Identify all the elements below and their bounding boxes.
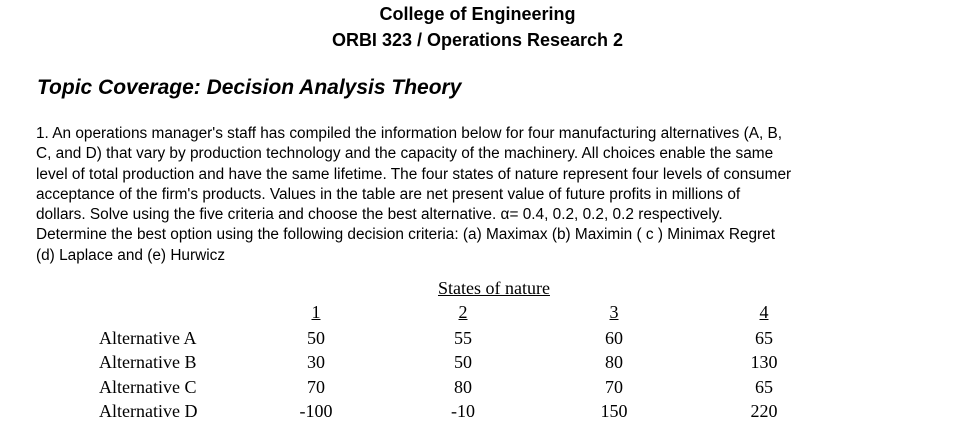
problem-line: acceptance of the firm's products. Values in the table are net present value of future profits in millions of [36,185,741,203]
payoff-cell: 30 [307,352,325,372]
payoff-cell: 70 [605,377,623,397]
state-column-header: 3 [609,302,619,322]
problem-line: level of total production and have the same lifetime. The four states of nature represent four levels of consumer [36,165,792,183]
problem-line: (d) Laplace and (e) Hurwicz [36,246,226,264]
alternative-label: Alternative C [99,377,197,397]
problem-statement [36,124,926,266]
problem-line: 1. An operations manager's staff has compiled the information below for four manufacturing alternatives (A, B, [36,125,783,142]
payoff-cell: 50 [454,352,472,372]
payoff-cell: 55 [454,328,472,348]
alternative-label: Alternative D [99,401,198,421]
state-column-header: 1 [311,302,321,322]
topic-heading: Topic Coverage: Decision Analysis Theory [37,76,462,99]
state-column-header: 4 [759,302,769,322]
payoff-cell: 150 [600,401,628,421]
payoff-cell: 60 [605,328,623,348]
payoff-cell: 70 [307,377,325,397]
payoff-cell: -10 [451,401,475,421]
payoff-cell: 65 [755,377,773,397]
problem-line: dollars. Solve using the five criteria and choose the best alternative. α= 0.4, 0.2, 0.2, 0.2 respectively. [36,206,723,224]
payoff-cell: 130 [750,352,778,372]
alternative-label: Alternative A [99,328,197,348]
payoff-cell: 80 [454,377,472,397]
alternative-label: Alternative B [99,352,197,372]
payoff-cell: 50 [307,328,325,348]
payoff-cell: 80 [605,352,623,372]
payoff-cell: -100 [299,401,333,421]
payoff-cell: 220 [750,401,778,421]
state-column-header: 2 [458,302,468,322]
problem-line: Determine the best option using the following decision criteria: (a) Maximax (b) Maximin ( c ) Minimax Regret [36,226,776,244]
course-title: ORBI 323 / Operations Research 2 [331,30,624,50]
states-of-nature-title: States of nature [438,278,550,298]
college-title: College of Engineering [379,4,576,24]
payoff-cell: 65 [755,328,773,348]
problem-line: C, and D) that vary by production technology and the capacity of the machinery. All choices enable the same [36,145,774,163]
